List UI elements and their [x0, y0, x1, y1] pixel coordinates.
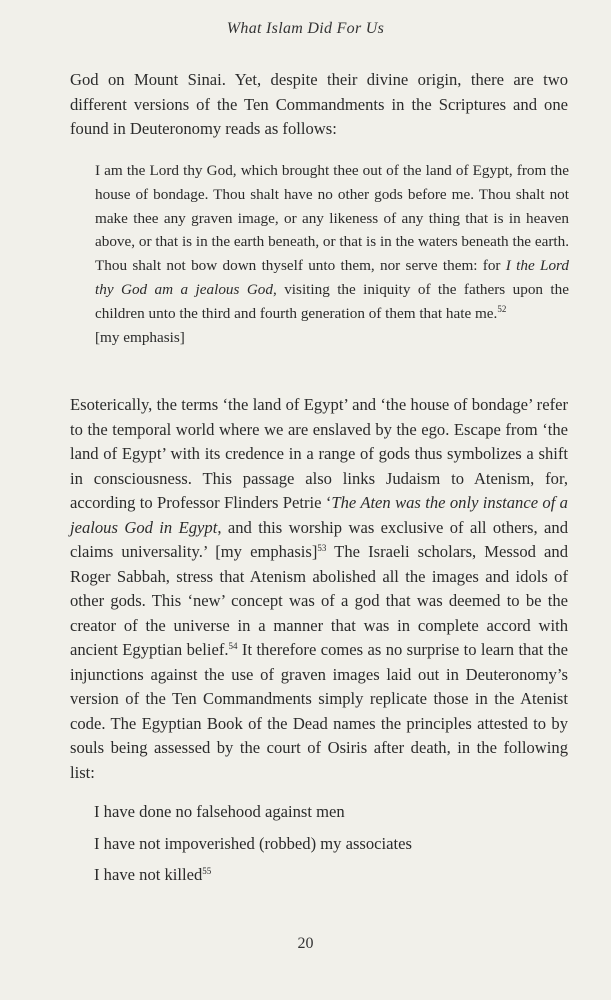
paragraph-esoteric — [70, 393, 568, 785]
list-item — [94, 800, 412, 832]
footnote-ref-55: 55 — [202, 866, 212, 876]
quote-italic-emphasis: I the Lord thy God am a jealous God — [95, 257, 569, 298]
list-item-text: I have not impoverished (robbed) my associates — [94, 833, 412, 853]
footnote-ref-54: 54 — [228, 641, 238, 651]
quote-text-continued: , visiting the iniquity of the fathers upon the children unto the third and fourth generation of them that hate me. — [95, 280, 569, 322]
quote-emphasis-note: [my emphasis] — [95, 328, 185, 346]
list-item-text: I have done no falsehood against men — [94, 802, 345, 821]
running-head: What Islam Did For Us — [226, 20, 385, 37]
paragraph-intro: God on Mount Sinai. Yet, despite their divine origin, there are two different versions of the Ten Commandments in the Scriptures and one found in Deuteronomy reads as follows: — [70, 70, 568, 138]
list-item — [94, 832, 412, 864]
quote-text: I am the Lord thy God, which brought thee out of the land of Egypt, from the house of bondage. Thou shalt have no other gods before me. Thou shalt not make thee any graven image, or any likeness of any thing that is in heaven above, or that is in the earth beneath, or that is in the waters beneath the earth. Thou shalt not bow down thyself unto them, nor serve them: for — [95, 162, 569, 275]
block-quote — [95, 159, 569, 349]
paragraph-text: , and this worship was exclusive of all others, and claims universality.’ [my emphasis] — [70, 517, 568, 561]
petrie-quote-italic: The Aten was the only instance of a jealous God in Egypt — [70, 493, 568, 537]
paragraph-text: It therefore comes as no surprise to learn that the injunctions against the use of graven images laid out in Deuteronomy’s version of the Ten Commandments simply replicate those in the Atenist code. The Egyptian Book of the Dead names the principles attested to by souls being assessed by the court of Osiris after death, in the following list: — [70, 640, 568, 782]
list-item-text: I have not killed — [94, 865, 203, 884]
list-item — [94, 863, 412, 895]
paragraph-text: Esoterically, the terms ‘the land of Egypt’ and ‘the house of bondage’ refer to the temporal world where we are enslaved by the ego. Escape from ‘the land of Egypt’ with its credence in a range of gods thus symbolizes a shift in consciousness. This passage also links Judaism to Atenism, for, according to Professor Flinders Petrie ‘ — [70, 395, 568, 512]
footnote-ref-53: 53 — [317, 543, 327, 553]
page-number: 20 — [297, 935, 314, 952]
book-of-dead-list — [94, 800, 412, 895]
footnote-ref-52: 52 — [497, 303, 507, 314]
paragraph-text: The Israeli scholars, Messod and Roger Sabbah, stress that Atenism abolished all the images and idols of other gods. This ‘new’ concept was of a god that was deemed to be the creator of the universe in a manner that was in complete accord with ancient Egyptian belief. — [70, 542, 569, 659]
